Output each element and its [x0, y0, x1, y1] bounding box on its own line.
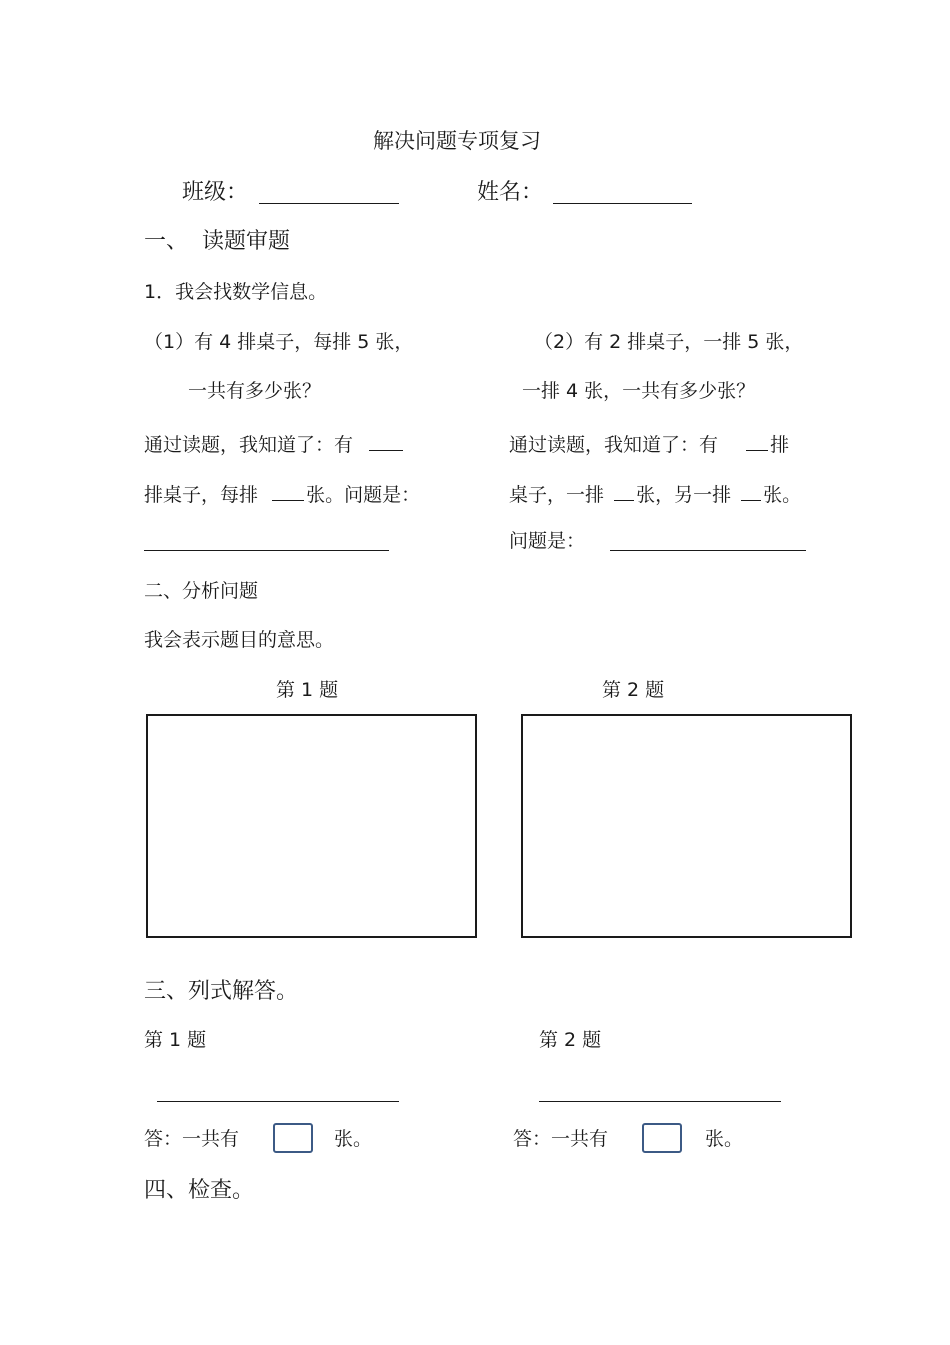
- name-blank[interactable]: [553, 203, 692, 204]
- problem2-second-row-blank[interactable]: [741, 482, 761, 501]
- solution1-equation-line[interactable]: [157, 1101, 399, 1102]
- section4-heading: 四、检查。: [144, 1178, 255, 1203]
- answer1-prefix: 答：一共有: [144, 1128, 240, 1150]
- section3-heading: 三、列式解答。: [144, 979, 299, 1004]
- answer1-suffix: 张。: [334, 1128, 373, 1150]
- name-label: 姓名：: [477, 180, 544, 205]
- section1-number: 一、: [144, 229, 189, 254]
- section2-intro: 我会表示题目的意思。: [144, 629, 335, 651]
- problem2-line5: 问题是：: [509, 530, 586, 552]
- answer2-suffix: 张。: [705, 1128, 744, 1150]
- page-title: 解决问题专项复习: [373, 129, 541, 153]
- solution2-equation-line[interactable]: [539, 1101, 781, 1102]
- problem1-line4-text-b: 张。问题是：: [306, 484, 421, 506]
- problem2-first-row-blank[interactable]: [614, 482, 634, 501]
- problem2-line4-text-b: 张，另一排: [636, 484, 732, 506]
- problem1-line4: [144, 482, 420, 505]
- problem2-line4: [509, 482, 801, 505]
- problem2-line1: （2）有 2 排桌子，一排 5 张，: [534, 331, 804, 353]
- drawing-box-2[interactable]: [521, 714, 852, 938]
- problem2-line3-text-b: 排: [770, 434, 790, 456]
- problem2-question-blank[interactable]: [610, 550, 806, 551]
- box2-label: 第 2 题: [602, 679, 665, 701]
- section1-heading: 读题审题: [202, 229, 291, 254]
- class-label: 班级：: [182, 180, 249, 205]
- problem2-rows-blank[interactable]: [746, 432, 768, 451]
- problem2-line4-text-c: 张。: [763, 484, 802, 506]
- drawing-box-1[interactable]: [146, 714, 477, 938]
- answer1-box[interactable]: [273, 1123, 313, 1153]
- problem1-line4-text-a: 排桌子，每排: [144, 484, 259, 506]
- problem1-line2: 一共有多少张？: [188, 380, 322, 402]
- problem1-per-row-blank[interactable]: [272, 482, 304, 501]
- answer2-box[interactable]: [642, 1123, 682, 1153]
- problem2-line3: [509, 432, 789, 455]
- solution2-label: 第 2 题: [539, 1029, 602, 1051]
- problem1-line3-text: 通过读题，我知道了：有: [144, 434, 354, 456]
- problem1-question-blank[interactable]: [144, 550, 389, 551]
- answer2-prefix: 答：一共有: [513, 1128, 609, 1150]
- problem2-line2: 一排 4 张，一共有多少张？: [522, 380, 756, 402]
- problem1-rows-blank[interactable]: [369, 432, 403, 451]
- problem2-line3-text-a: 通过读题，我知道了：有: [509, 434, 719, 456]
- box1-label: 第 1 题: [276, 679, 339, 701]
- problem1-line3: [144, 432, 403, 455]
- question1-intro: 1．我会找数学信息。: [144, 281, 328, 303]
- problem1-line1: （1）有 4 排桌子，每排 5 张，: [144, 331, 414, 353]
- class-blank[interactable]: [259, 203, 399, 204]
- problem2-line4-text-a: 桌子，一排: [509, 484, 605, 506]
- solution1-label: 第 1 题: [144, 1029, 207, 1051]
- section2-heading: 二、分析问题: [144, 580, 259, 602]
